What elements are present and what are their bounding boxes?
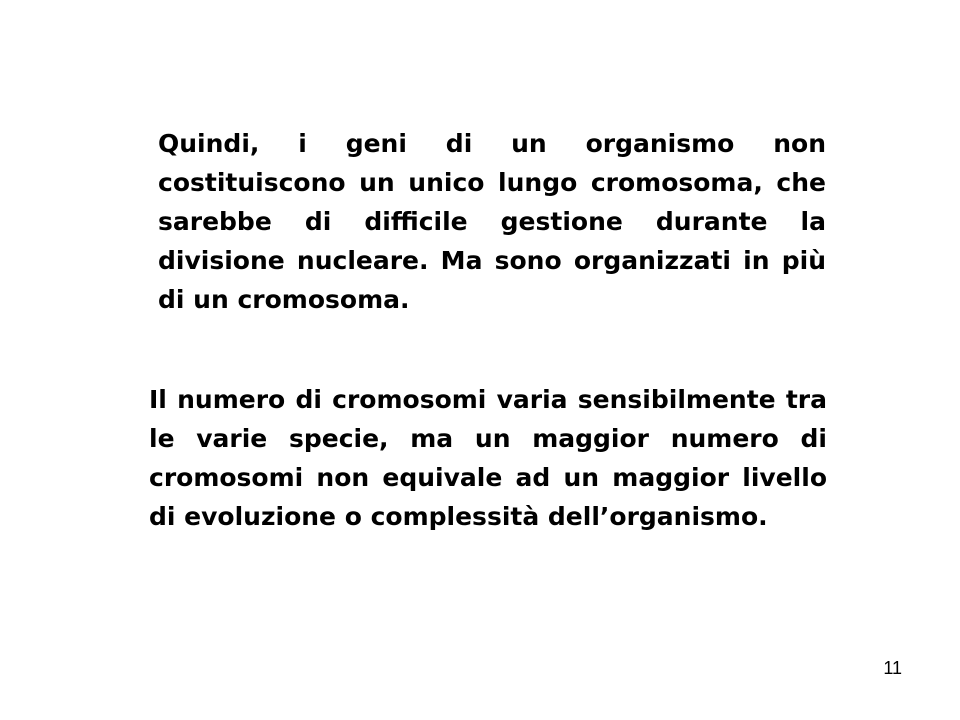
page-number: 11	[883, 658, 902, 678]
paragraph-genes-organization: Quindi, i geni di un organismo non costituiscono un unico lungo cromosoma, che sarebbe di difficile gestione durante la divisione nucleare. Ma sono organizzati in più di un cromosoma.	[158, 129, 826, 314]
paragraph-chromosome-number: Il numero di cromosomi varia sensibilmente tra le varie specie, ma un maggior numero di cromosomi non equivale ad un maggior livello di evoluzione o complessità dell’organismo.	[149, 385, 827, 531]
